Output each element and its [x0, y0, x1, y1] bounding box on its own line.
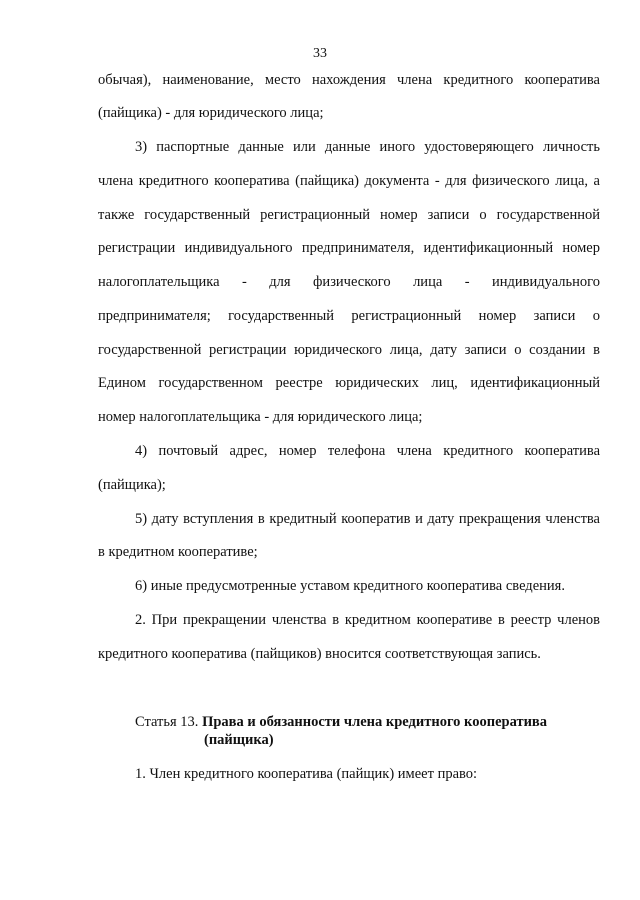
text-line: 5) дату вступления в кредитный кооператив и дату прекращения членства [135, 511, 600, 527]
text-line: номер налогоплательщика - для юридического лица; [98, 409, 423, 425]
text-line: (пайщика) - для юридического лица; [98, 105, 324, 121]
text-line: 4) почтовый адрес, номер телефона члена кредитного кооператива [135, 443, 600, 459]
article-heading [135, 713, 605, 731]
text-line: 3) паспортные данные или данные иного удостоверяющего личность [135, 139, 600, 155]
page-number: 33 [313, 46, 327, 61]
text-line: 6) иные предусмотренные уставом кредитного кооператива сведения. [135, 578, 565, 594]
text-line: налогоплательщика - для физического лица - индивидуального [98, 274, 600, 290]
text-line: кредитного кооператива (пайщиков) вносится соответствующая запись. [98, 646, 541, 662]
text-line: регистрации индивидуального предпринимателя, идентификационный номер [98, 240, 600, 256]
text-line: Едином государственном реестре юридических лиц, идентификационный [98, 375, 600, 391]
text-line: 1. Член кредитного кооператива (пайщик) имеет право: [135, 766, 478, 782]
article-label: Статья 13. [135, 714, 199, 730]
article-title-continuation: (пайщика) [204, 732, 274, 748]
article-title: Права и обязанности члена кредитного кооператива [202, 714, 548, 730]
text-line: предпринимателя; государственный регистрационный номер записи о [98, 308, 600, 324]
text-line: государственной регистрации юридического лица, дату записи о создании в [98, 342, 600, 358]
text-line: члена кредитного кооператива (пайщика) документа - для физического лица, а [98, 173, 600, 189]
text-line: 2. При прекращении членства в кредитном кооперативе в реестр членов [135, 612, 600, 628]
text-line: обычая), наименование, место нахождения члена кредитного кооператива [98, 72, 600, 88]
text-line: также государственный регистрационный номер записи о государственной [98, 207, 600, 223]
text-line: в кредитном кооперативе; [98, 544, 258, 560]
text-line: (пайщика); [98, 477, 166, 493]
